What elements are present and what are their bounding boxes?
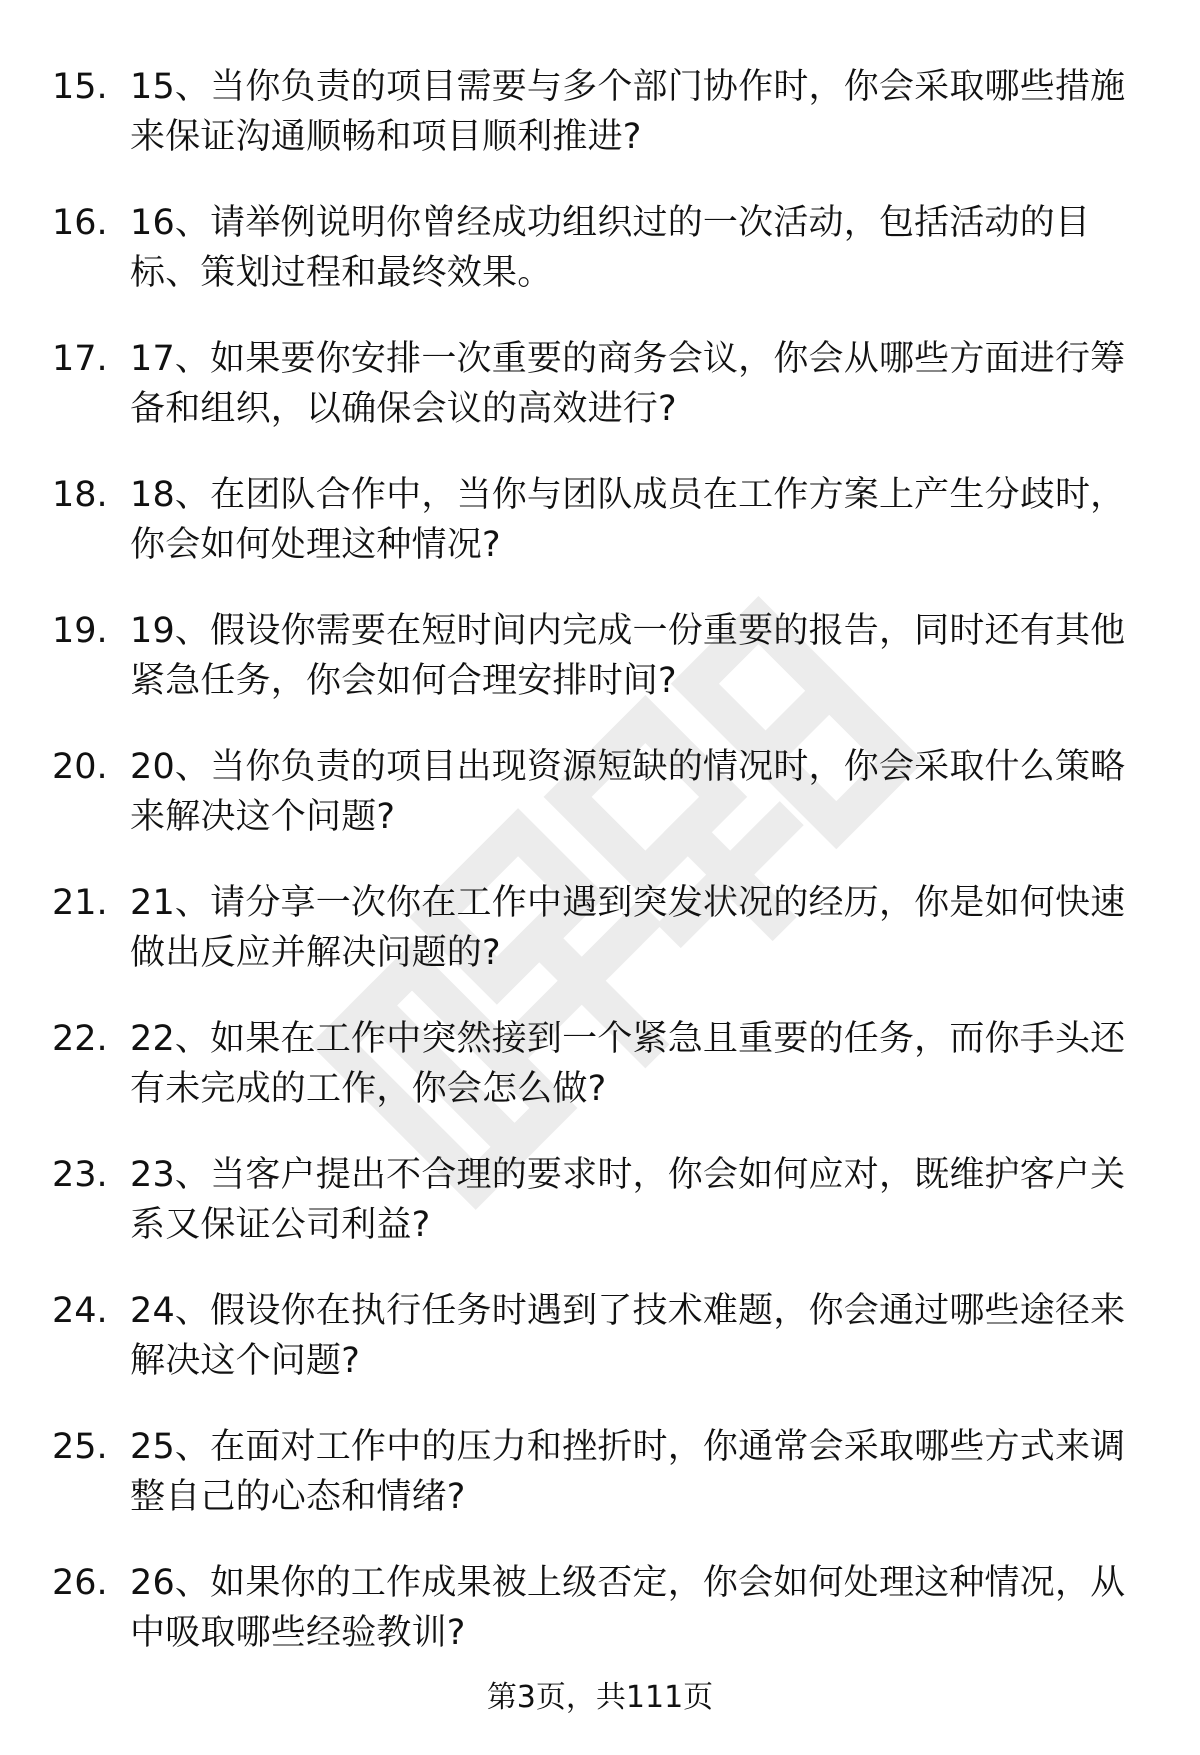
list-item	[0, 742, 1200, 878]
page-footer: 第3页，共111页	[486, 1680, 714, 1715]
list-item-number: 26.	[52, 1563, 108, 1603]
list-item	[0, 1558, 1200, 1694]
list-item-text: 21、请分享一次你在工作中遇到突发状况的经历，你是如何快速做出反应并解决问题的?	[130, 883, 1126, 973]
list-item-number: 24.	[52, 1291, 108, 1331]
list-item-text: 17、如果要你安排一次重要的商务会议，你会从哪些方面进行筹备和组织，以确保会议的高效进行?	[130, 339, 1126, 429]
list-item-number: 23.	[52, 1155, 108, 1195]
list-item	[0, 62, 1200, 198]
list-item-number: 19.	[52, 611, 108, 651]
list-item-number: 21.	[52, 883, 108, 923]
list-item-text: 15、当你负责的项目需要与多个部门协作时，你会采取哪些措施来保证沟通顺畅和项目顺利推进?	[130, 67, 1126, 157]
list-item-text: 18、在团队合作中，当你与团队成员在工作方案上产生分歧时，你会如何处理这种情况?	[130, 475, 1126, 565]
list-item	[0, 1014, 1200, 1150]
list-item-number: 22.	[52, 1019, 108, 1059]
list-item-text: 19、假设你需要在短时间内完成一份重要的报告，同时还有其他紧急任务，你会如何合理安排时间?	[130, 611, 1126, 701]
list-item	[0, 878, 1200, 1014]
list-item	[0, 334, 1200, 470]
list-item-number: 15.	[52, 67, 108, 107]
list-item-number: 16.	[52, 203, 108, 243]
list-item	[0, 1422, 1200, 1558]
list-item-number: 18.	[52, 475, 108, 515]
list-item	[0, 1150, 1200, 1286]
list-item	[0, 470, 1200, 606]
list-item-number: 25.	[52, 1427, 108, 1467]
list-item	[0, 606, 1200, 742]
list-item-text: 16、请举例说明你曾经成功组织过的一次活动，包括活动的目标、策划过程和最终效果。	[130, 203, 1091, 293]
list-item	[0, 1286, 1200, 1422]
list-item-text: 22、如果在工作中突然接到一个紧急且重要的任务，而你手头还有未完成的工作，你会怎么做?	[130, 1019, 1126, 1109]
list-item-text: 26、如果你的工作成果被上级否定，你会如何处理这种情况，从中吸取哪些经验教训?	[130, 1563, 1126, 1653]
question-list	[0, 62, 1200, 1694]
list-item-number: 20.	[52, 747, 108, 787]
list-item-text: 25、在面对工作中的压力和挫折时，你通常会采取哪些方式来调整自己的心态和情绪?	[130, 1427, 1126, 1517]
list-item	[0, 198, 1200, 334]
list-item-number: 17.	[52, 339, 108, 379]
list-item-text: 23、当客户提出不合理的要求时，你会如何应对，既维护客户关系又保证公司利益?	[130, 1155, 1126, 1245]
list-item-text: 20、当你负责的项目出现资源短缺的情况时，你会采取什么策略来解决这个问题?	[130, 747, 1126, 837]
list-item-text: 24、假设你在执行任务时遇到了技术难题，你会通过哪些途径来解决这个问题?	[130, 1291, 1126, 1381]
